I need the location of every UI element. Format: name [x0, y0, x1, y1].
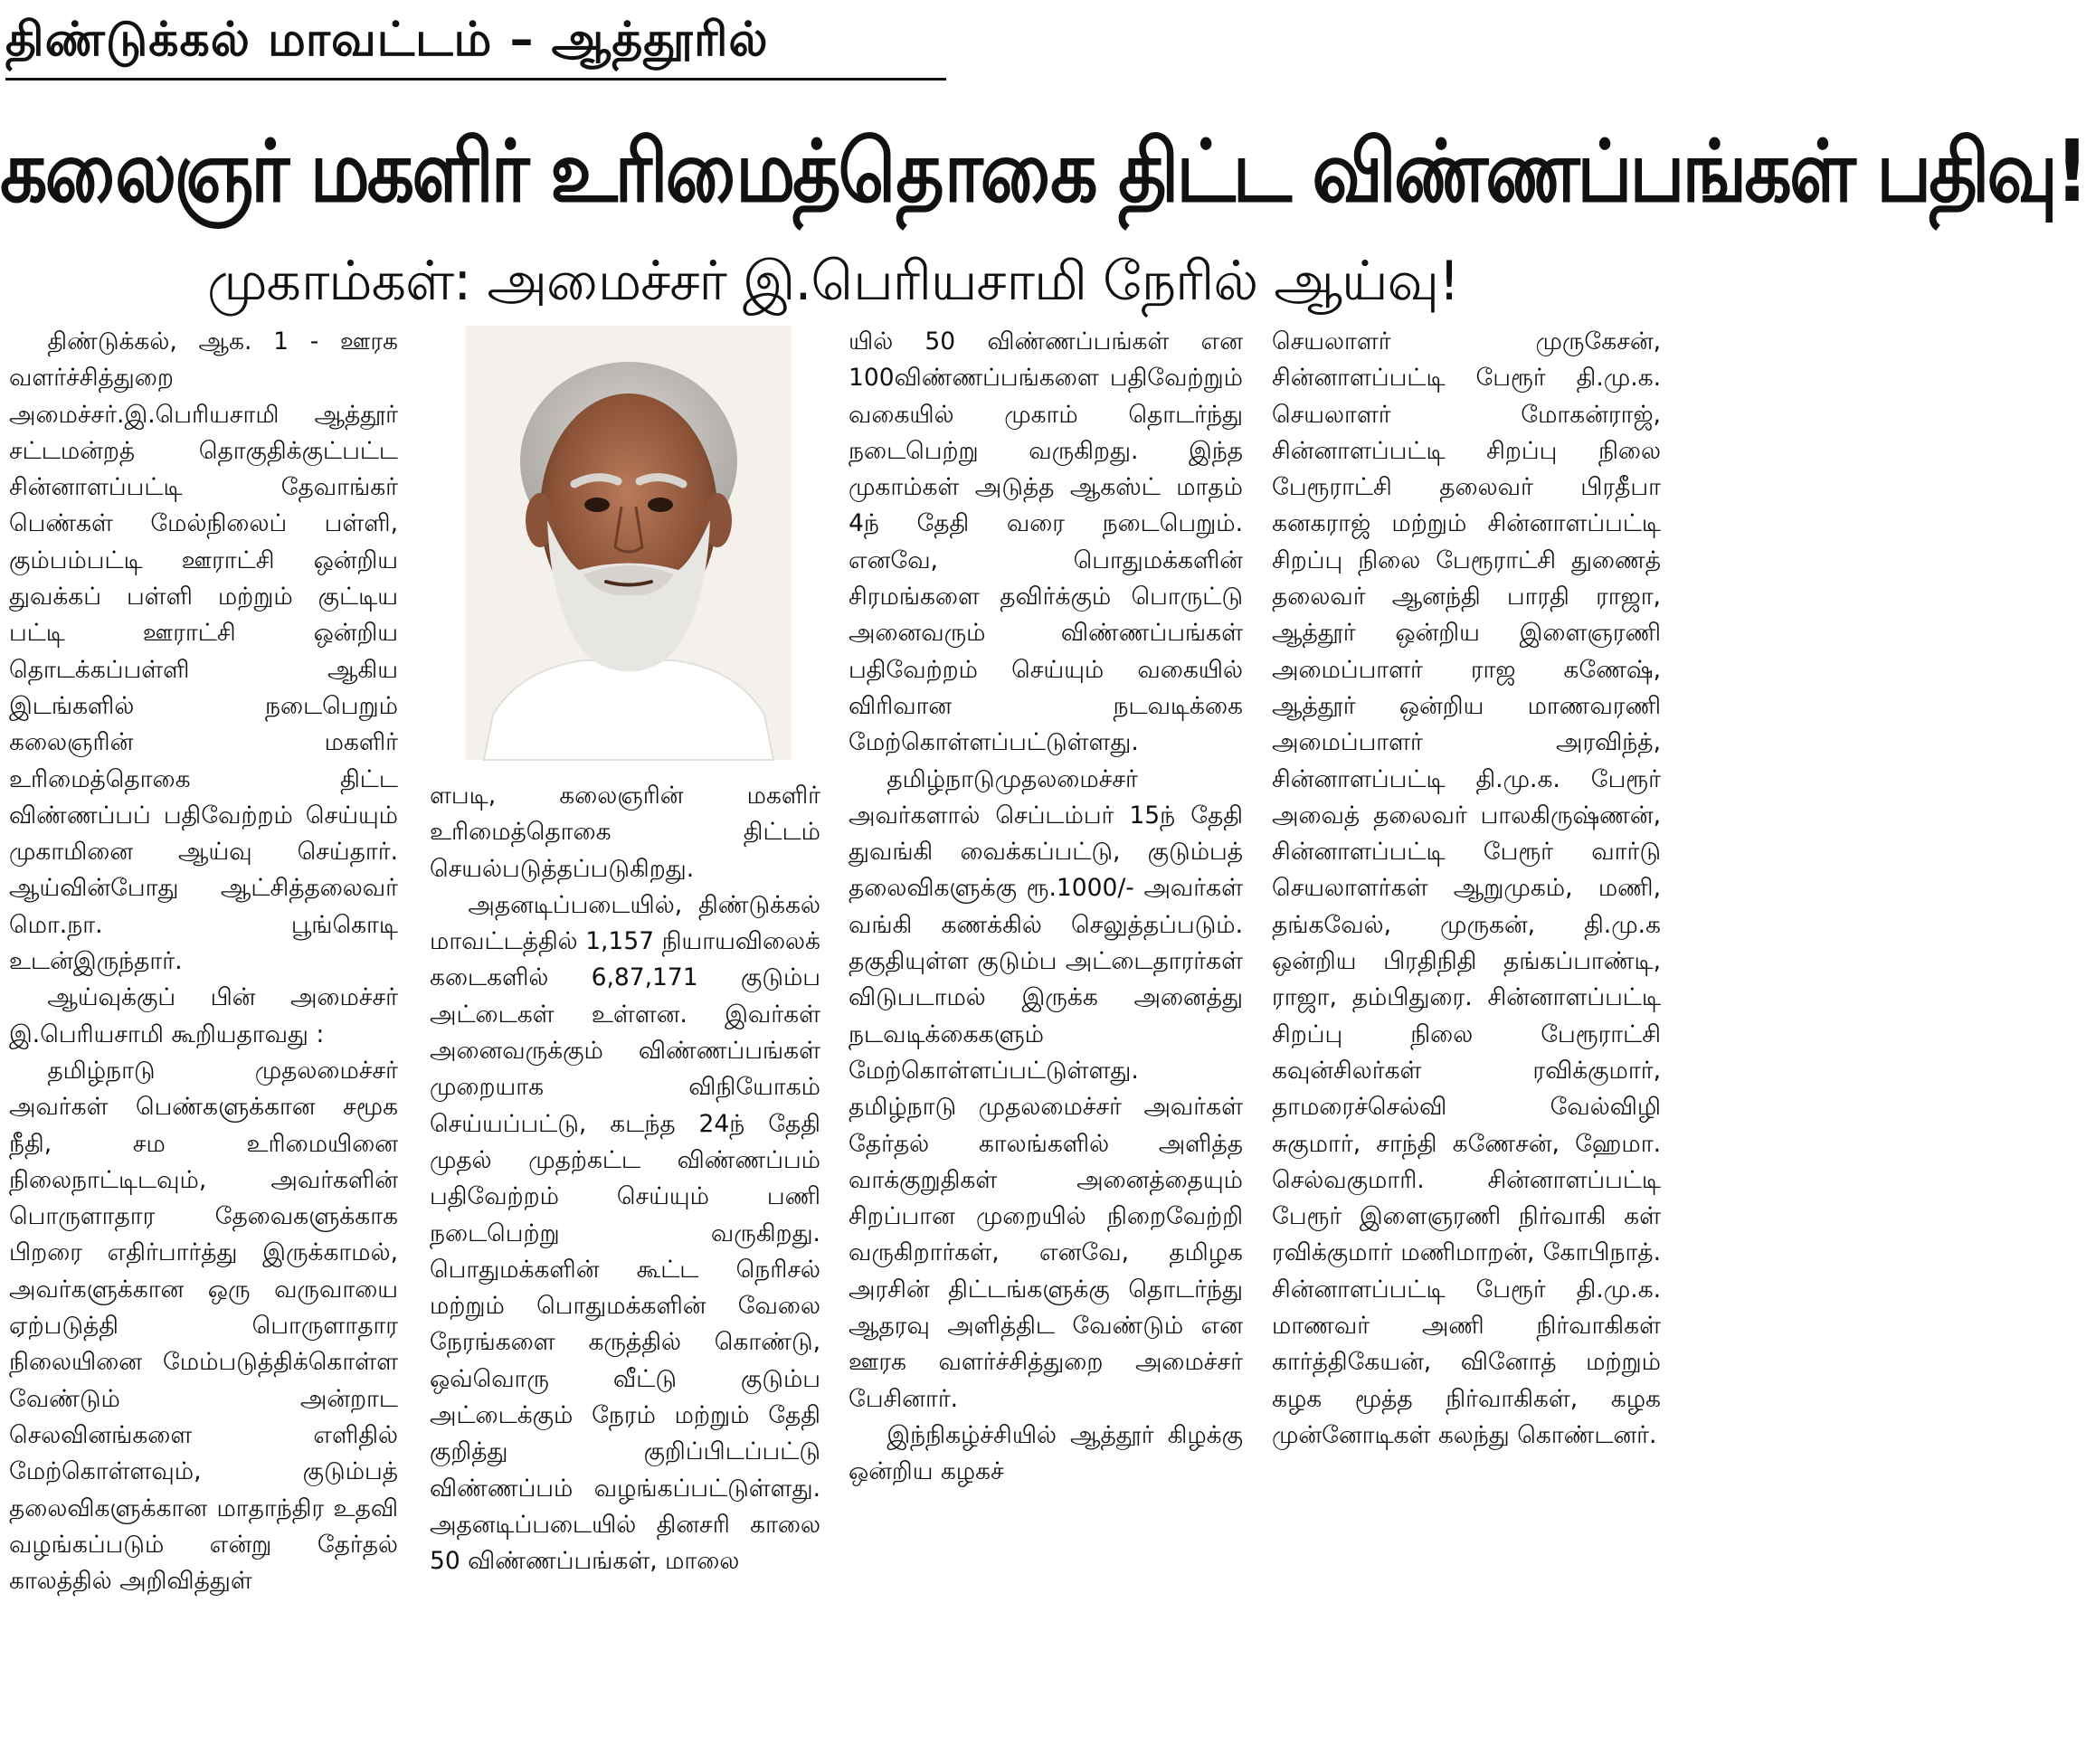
- portrait-illustration: [466, 326, 792, 760]
- headline: கலைஞர் மகளிர் உரிமைத்தொகை திட்ட விண்ணப்பங்கள் பதிவு!: [0, 122, 2086, 223]
- article-paragraph: அதனடிப்படையில், திண்டுக்கல் மாவட்டத்தில் 1,157 நியாயவிலைக் கடைகளில் 6,87,171 குடும்ப அட்டைகள் உள்ளன. இவர்கள் அனைவருக்கும் விண்ணப்பங்கள் முறையாக விநியோகம் செய்யப்பட்டு, கடந்த 24ந் தேதி முதல் முதற்கட்ட விண்ணப்பம் பதிவேற்றம் செய்யும் பணி நடைபெற்று வருகிறது. பொதுமக்களின் கூட்ட நெரிசல் மற்றும் பொதுமக்களின் வேலை நேரங்களை கருத்தில் கொண்டு, ஒவ்வொரு வீட்டு குடும்ப அட்டைக்கும் நேரம் மற்றும் தேதி குறித்து குறிப்பிடப்பட்டு விண்ணப்பம் வழங்கப்பட்டுள்ளது. அதனடிப்படையில் தினசரி காலை 50 விண்ணப்பங்கள், மாலை: [430, 890, 820, 1576]
- kicker-heading: திண்டுக்கல் மாவட்டம் – ஆத்தூரில்: [5, 4, 946, 81]
- article-column-3: [849, 324, 1243, 1760]
- article-paragraph: தமிழ்நாடுமுதலமைச்சர் அவர்களால் செப்டம்பர் 15ந் தேதி துவங்கி வைக்கப்பட்டு, குடும்பத் தலைவிகளுக்கு ரூ.1000/- அவர்கள் வங்கி கணக்கில் செலுத்தப்படும். தகுதியுள்ள குடும்ப அட்டைதாரர்கள் விடுபடாமல் இருக்க அனைத்து நடவடிக்கைகளும் மேற்கொள்ளப்பட்டுள்ளது. தமிழ்நாடு முதலமைச்சர் அவர்கள் தேர்தல் காலங்களில் அளித்த வாக்குறுதிகள் அனைத்தையும் சிறப்பான முறையில் நிறைவேற்றி வருகிறார்கள், எனவே, தமிழக அரசின் திட்டங்களுக்கு தொடர்ந்து ஆதரவு அளித்திட வேண்டும் என ஊரக வளர்ச்சித்துறை அமைச்சர் பேசினார்.: [849, 764, 1243, 1413]
- article-paragraph: இந்நிகழ்ச்சியில் ஆத்தூர் கிழக்கு ஒன்றிய கழகச்: [849, 1420, 1243, 1486]
- article-column-1: [9, 324, 398, 1760]
- article-paragraph: செயலாளர் முருகேசன், சின்னாளப்பட்டி பேரூர் தி.மு.க. செயலாளர் மோகன்ராஜ், சின்னாளப்பட்டி சிறப்பு நிலை பேரூராட்சி தலைவர் பிரதீபா கனகராஜ் மற்றும் சின்னாளப்பட்டி சிறப்பு நிலை பேரூராட்சி துணைத் தலைவர் ஆனந்தி பாரதி ராஜா, ஆத்தூர் ஒன்றிய இளைஞரணி அமைப்பாளர் ராஜ கணேஷ், ஆத்தூர் ஒன்றிய மாணவரணி அமைப்பாளர் அரவிந்த், சின்னாளப்பட்டி தி.மு.க. பேரூர் அவைத் தலைவர் பாலகிருஷ்ணன், சின்னாளப்பட்டி பேரூர் வார்டு செயலாளர்கள் ஆறுமுகம், மணி, தங்கவேல், முருகன், தி.மு.க ஒன்றிய பிரதிநிதி தங்கப்பாண்டி, ராஜா, தம்பிதுரை. சின்னாளப்பட்டி சிறப்பு நிலை பேரூராட்சி கவுன்சிலர்கள் ரவிக்குமார், தாமரைச்செல்வி வேல்விழி சுகுமார், சாந்தி கணேசன், ஹேமா. செல்வகுமாரி. சின்னாளப்பட்டி பேரூர் இளைஞரணி நிர்வாகி கள் ரவிக்குமார் மணிமாறன், கோபிநாத். சின்னாளப்பட்டி பேரூர் தி.மு.க. மாணவர் அணி நிர்வாகிகள் கார்த்திகேயன், வினோத் மற்றும் கழக மூத்த நிர்வாகிகள், கழக முன்னோடிகள் கலந்து கொண்டனர்.: [1272, 327, 1661, 1449]
- article-paragraph: திண்டுக்கல், ஆக. 1 - ஊரக வளர்ச்சித்துறை அமைச்சர்.இ.பெரியசாமி ஆத்தூர் சட்டமன்றத் தொகுதிக்குட்பட்ட சின்னாளப்பட்டி தேவாங்கர் பெண்கள் மேல்நிலைப் பள்ளி, கும்பம்பட்டி ஊராட்சி ஒன்றிய துவக்கப் பள்ளி மற்றும் குட்டிய பட்டி ஊராட்சி ஒன்றிய தொடக்கப்பள்ளி ஆகிய இடங்களில் நடைபெறும் கலைஞரின் மகளிர் உரிமைத்தொகை திட்ட விண்ணப்பப் பதிவேற்றம் செய்யும் முகாமினை ஆய்வு செய்தார். ஆய்வின்போது ஆட்சித்தலைவர் மொ.நா. பூங்கொடி உடன்இருந்தார்.: [9, 327, 398, 976]
- article-paragraph: யில் 50 விண்ணப்பங்கள் என 100விண்ணப்பங்களை பதிவேற்றும் வகையில் முகாம் தொடர்ந்து நடைபெற்று வருகிறது. இந்த முகாம்கள் அடுத்த ஆகஸ்ட் மாதம் 4ந் தேதி வரை நடைபெறும். எனவே, பொதுமக்களின் சிரமங்களை தவிர்க்கும் பொருட்டு அனைவரும் விண்ணப்பங்கள் பதிவேற்றம் செய்யும் வகையில் விரிவான நடவடிக்கை மேற்கொள்ளப்பட்டுள்ளது.: [849, 327, 1243, 757]
- article-column-2: [430, 778, 820, 1760]
- article-column-4: [1272, 324, 1661, 1760]
- article-paragraph: ஆய்வுக்குப் பின் அமைச்சர் இ.பெரியசாமி கூறியதாவது :: [9, 983, 398, 1048]
- subheadline: முகாம்கள்: அமைச்சர் இ.பெரியசாமி நேரில் ஆய்வு!: [206, 250, 1460, 313]
- article-paragraph: தமிழ்நாடு முதலமைச்சர் அவர்கள் பெண்களுக்கான சமூக நீதி, சம உரிமையினை நிலைநாட்டிடவும், அவர்களின் பொருளாதார தேவைகளுக்காக பிறரை எதிர்பார்த்து இருக்காமல், அவர்களுக்கான ஒரு வருவாயை ஏற்படுத்தி பொருளாதார நிலையினை மேம்படுத்திக்கொள்ள வேண்டும் அன்றாட செலவினங்களை எளிதில் மேற்கொள்ளவும், குடும்பத் தலைவிகளுக்கான மாதாந்திர உதவி வழங்கப்படும் என்று தேர்தல் காலத்தில் அறிவித்துள்: [9, 1056, 398, 1596]
- minister-portrait-photo: [466, 326, 792, 760]
- article-paragraph: ளபடி, கலைஞரின் மகளிர் உரிமைத்தொகை திட்டம் செயல்படுத்தப்படுகிறது.: [430, 782, 820, 883]
